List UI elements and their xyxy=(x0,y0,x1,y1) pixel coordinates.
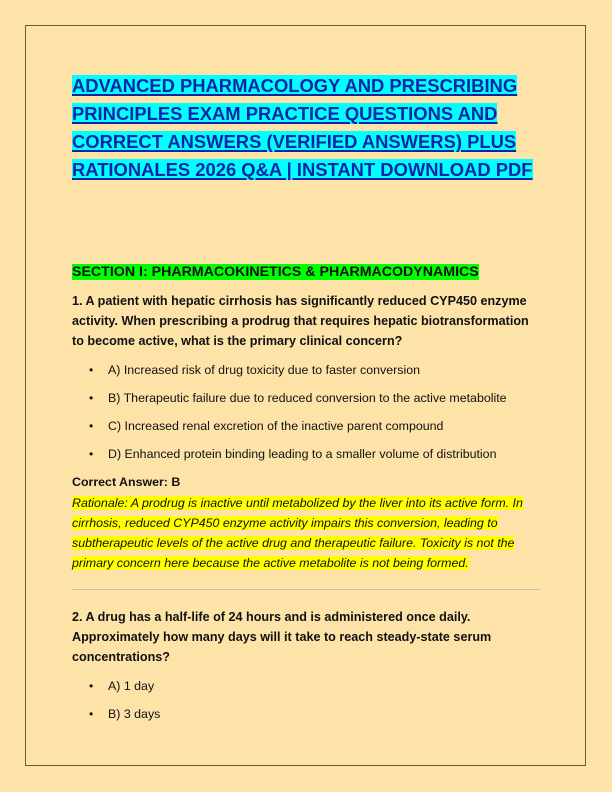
document-body xyxy=(72,72,542,723)
option-item xyxy=(72,417,542,435)
bullet-icon: • xyxy=(89,447,94,461)
option-item xyxy=(72,705,542,723)
question-2-options xyxy=(72,677,542,723)
document-title-text: ADVANCED PHARMACOLOGY AND PRESCRIBING PRINCIPLES EXAM PRACTICE QUESTIONS AND CORRECT ANSWERS (VERIFIED ANSWERS) PLUS RATIONALES 2026 Q&A | INSTANT DOWNLOAD PDF xyxy=(72,75,533,180)
question-1-rationale xyxy=(72,493,542,573)
bullet-icon: • xyxy=(89,679,94,693)
document-title xyxy=(72,72,542,184)
question-1-options xyxy=(72,361,542,463)
bullet-icon: • xyxy=(89,363,94,377)
question-divider xyxy=(72,589,540,590)
option-text: A) 1 day xyxy=(108,679,155,693)
rationale-text: Rationale: A prodrug is inactive until metabolized by the liver into its active form. In cirrhosis, reduced CYP450 enzyme activity impairs this conversion, leading to subtherapeutic levels of the active drug and therapeutic failure. Toxicity is not the primary concern here because the active metabolite is not being formed. xyxy=(72,496,523,570)
option-text: A) Increased risk of drug toxicity due to faster conversion xyxy=(108,363,420,377)
bullet-icon: • xyxy=(89,419,94,433)
option-item xyxy=(72,677,542,695)
question-2-text: 2. A drug has a half-life of 24 hours and is administered once daily. Approximately how many days will it take to reach steady-state serum concentrations? xyxy=(72,610,492,664)
question-1-text: 1. A patient with hepatic cirrhosis has significantly reduced CYP450 enzyme activity. When prescribing a prodrug that requires hepatic biotransformation to become active, what is the primary clinical concern? xyxy=(72,294,529,348)
section-heading xyxy=(72,261,542,283)
option-text: C) Increased renal excretion of the inactive parent compound xyxy=(108,419,444,433)
bullet-icon: • xyxy=(89,707,94,721)
question-1-correct-answer: Correct Answer: B xyxy=(72,475,181,489)
option-item xyxy=(72,445,542,463)
section-heading-text: SECTION I: PHARMACOKINETICS & PHARMACODYNAMICS xyxy=(72,264,479,280)
option-text: D) Enhanced protein binding leading to a smaller volume of distribution xyxy=(108,447,497,461)
option-item xyxy=(72,361,542,379)
option-text: B) Therapeutic failure due to reduced conversion to the active metabolite xyxy=(108,391,507,405)
bullet-icon: • xyxy=(89,391,94,405)
option-item xyxy=(72,389,542,407)
option-text: B) 3 days xyxy=(108,707,161,721)
